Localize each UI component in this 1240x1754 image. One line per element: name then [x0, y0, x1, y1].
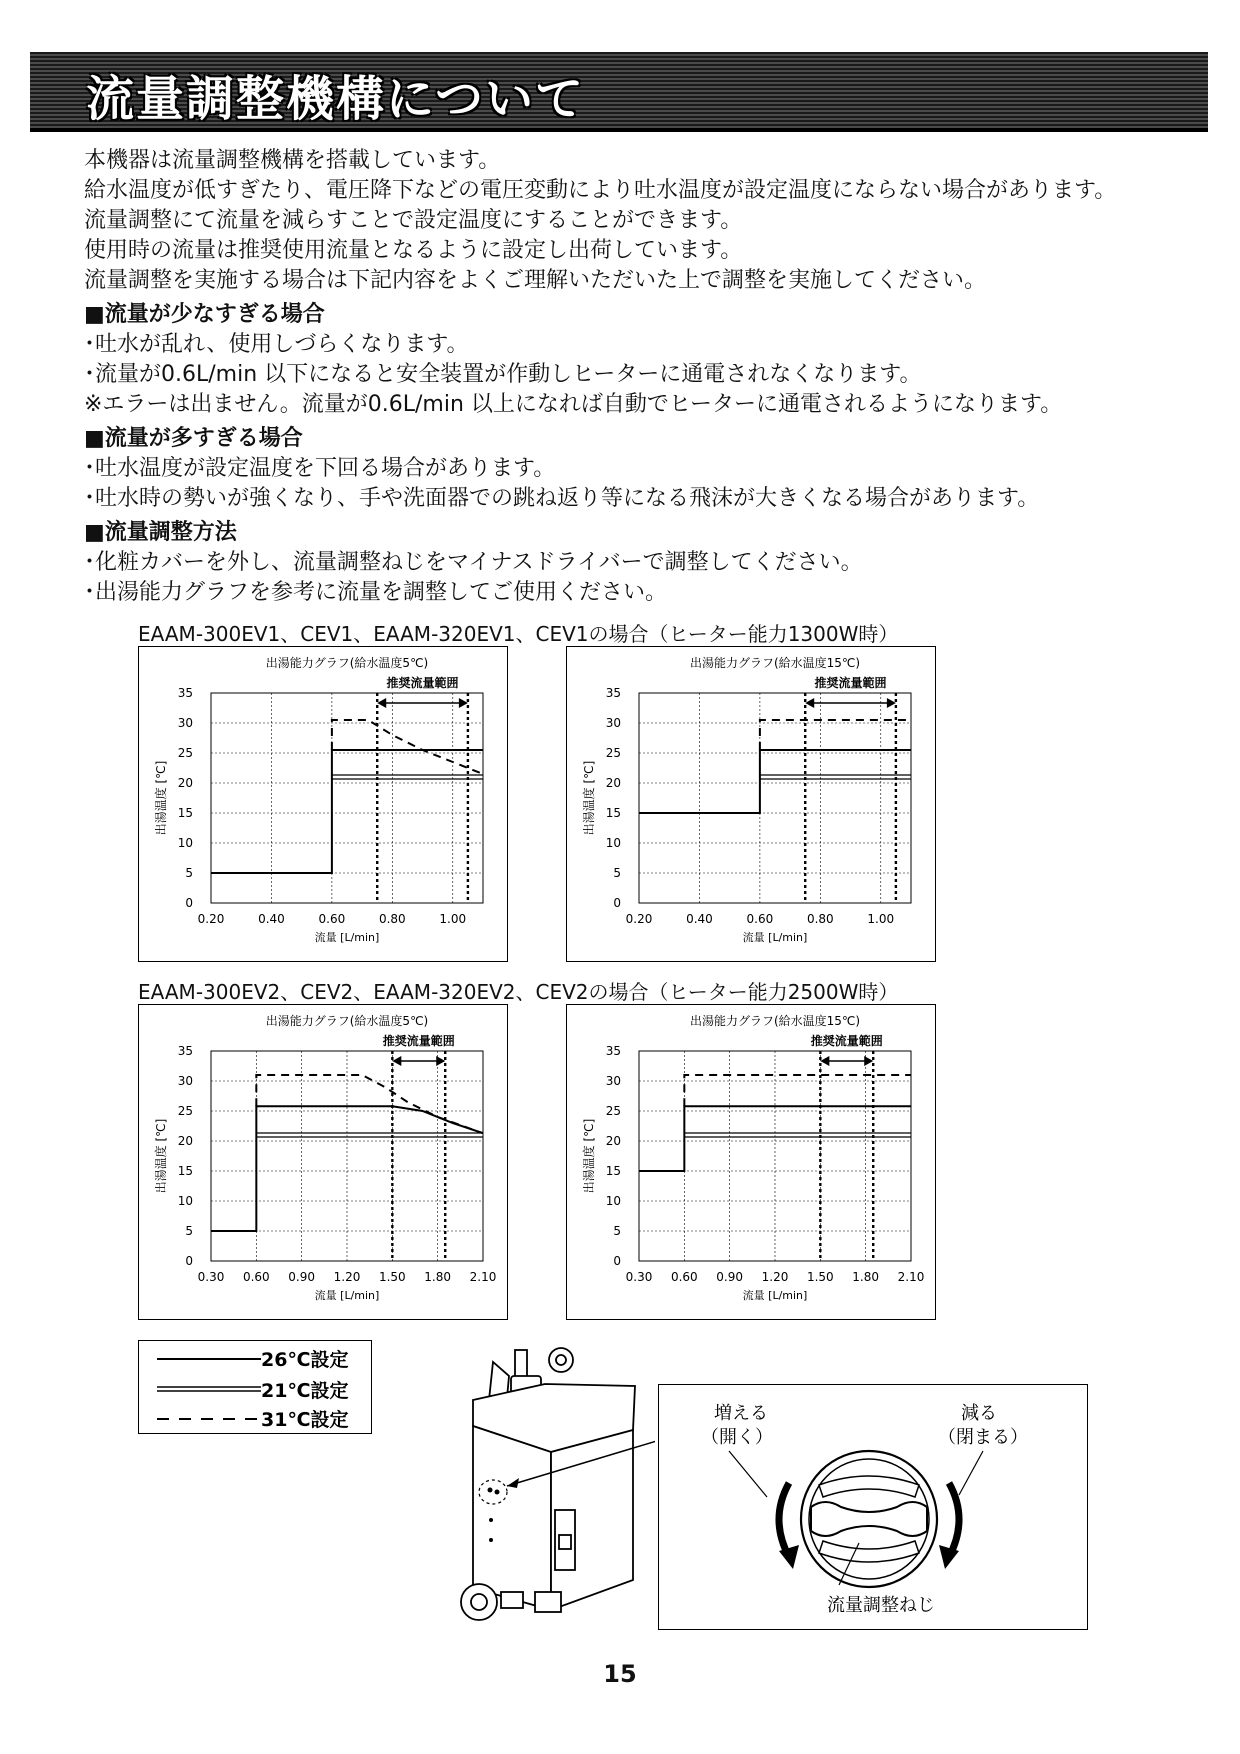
x-tick-label: 1.50 — [806, 1270, 834, 1284]
series-line-31c — [332, 720, 483, 774]
x-tick-label: 0.30 — [197, 1270, 225, 1284]
recommended-range-arrowhead — [864, 1056, 873, 1066]
y-tick-label: 20 — [177, 776, 193, 790]
chart-2500w-5c — [138, 1004, 508, 1320]
intro-line: 流量調整を実施する場合は下記内容をよくご理解いただいた上で調整を実施してください。 — [84, 268, 987, 293]
y-tick-label: 35 — [605, 686, 621, 700]
x-tick-label: 1.00 — [867, 912, 895, 926]
x-tick-label: 0.80 — [378, 912, 406, 926]
series-line-31c — [256, 1075, 483, 1133]
y-tick-label: 20 — [177, 1134, 193, 1148]
y-tick-label: 10 — [605, 836, 621, 850]
chart-2500w-15c — [566, 1004, 936, 1320]
y-tick-label: 20 — [605, 1134, 621, 1148]
recommended-range-arrowhead — [377, 698, 386, 708]
model-heading-2500w: EAAM-300EV2、CEV2、EAAM-320EV2、CEV2の場合（ヒーター能力2500W時） — [138, 980, 899, 1004]
recommended-range-arrowhead — [459, 698, 468, 708]
section-line: ･吐水が乱れ、使用しづらくなります。 — [84, 332, 469, 357]
y-tick-label: 5 — [185, 1224, 193, 1238]
x-tick-label: 1.80 — [424, 1270, 452, 1284]
x-tick-label: 1.20 — [761, 1270, 789, 1284]
series-line-31c — [760, 720, 911, 750]
recommended-range-label: 推奨流量範囲 — [814, 676, 887, 690]
plot-area — [211, 693, 483, 903]
series-line-26c — [639, 750, 911, 813]
x-tick-label: 0.90 — [716, 1270, 744, 1284]
y-tick-label: 0 — [613, 896, 621, 910]
chart-1300w-5c — [138, 646, 508, 962]
flow-screw-label: 流量調整ねじ — [827, 1595, 935, 1616]
y-tick-label: 0 — [185, 896, 193, 910]
y-tick-label: 30 — [605, 1074, 621, 1088]
section-heading: ■流量が少なすぎる場合 — [84, 302, 325, 327]
intro-line: 使用時の流量は推奨使用流量となるように設定し出荷しています。 — [84, 238, 743, 263]
chart-title: 出湯能力グラフ(給水温度15℃) — [689, 656, 861, 670]
x-tick-label: 2.10 — [469, 1270, 497, 1284]
x-tick-label: 0.30 — [625, 1270, 653, 1284]
chart-1300w-15c — [566, 646, 936, 962]
x-tick-label: 1.50 — [378, 1270, 406, 1284]
legend-21c: 21℃設定 — [261, 1380, 349, 1402]
x-axis-label: 流量 [L/min] — [742, 931, 808, 944]
title-banner — [30, 52, 1208, 132]
intro-line: 流量調整にて流量を減らすことで設定温度にすることができます。 — [84, 208, 743, 233]
legend-31c: 31℃設定 — [261, 1409, 349, 1431]
section-line: ･吐水時の勢いが強くなり、手や洗面器での跳ね返り等になる飛沫が大きくなる場合があります。 — [84, 486, 1040, 511]
x-axis-label: 流量 [L/min] — [314, 1289, 380, 1302]
x-tick-label: 0.20 — [197, 912, 225, 926]
chart-title: 出湯能力グラフ(給水温度15℃) — [689, 1014, 861, 1028]
x-tick-label: 0.20 — [625, 912, 653, 926]
x-tick-label: 0.40 — [686, 912, 713, 926]
recommended-range-arrowhead — [805, 698, 814, 708]
section-line: ※エラーは出ません。流量が0.6L/min 以上になれば自動でヒーターに通電されるようになります。 — [84, 392, 1063, 417]
y-tick-label: 30 — [177, 716, 193, 730]
chart-legend — [138, 1340, 372, 1434]
x-tick-label: 1.80 — [852, 1270, 880, 1284]
y-tick-label: 25 — [177, 746, 193, 760]
increase-sub-label: （開く） — [701, 1427, 773, 1448]
chart-title: 出湯能力グラフ(給水温度5℃) — [265, 1014, 429, 1028]
y-axis-label: 出湯温度 [℃] — [154, 760, 168, 836]
y-tick-label: 35 — [605, 1044, 621, 1058]
y-axis-label: 出湯温度 [℃] — [582, 760, 596, 836]
y-tick-label: 0 — [613, 1254, 621, 1268]
x-tick-label: 0.60 — [242, 1270, 270, 1284]
intro-line: 給水温度が低すぎたり、電圧降下などの電圧変動により吐水温度が設定温度にならない場合があります。 — [84, 178, 1117, 203]
y-tick-label: 35 — [177, 1044, 193, 1058]
intro-line: 本機器は流量調整機構を搭載しています。 — [84, 148, 501, 173]
recommended-range-label: 推奨流量範囲 — [386, 676, 459, 690]
chart-title: 出湯能力グラフ(給水温度5℃) — [265, 656, 429, 670]
y-axis-label: 出湯温度 [℃] — [582, 1118, 596, 1194]
page-title: 流量調整機構について — [86, 71, 586, 127]
recommended-range-arrowhead — [392, 1056, 401, 1066]
flow-screw-callout — [658, 1384, 1088, 1630]
x-tick-label: 0.80 — [806, 912, 834, 926]
x-axis-label: 流量 [L/min] — [742, 1289, 808, 1302]
section-line: ･出湯能力グラフを参考に流量を調整してご使用ください。 — [84, 580, 668, 605]
turn-left-arrow-icon — [779, 1483, 799, 1569]
x-tick-label: 0.60 — [746, 912, 774, 926]
section-heading: ■流量が多すぎる場合 — [84, 426, 303, 451]
y-tick-label: 20 — [605, 776, 621, 790]
model-heading-1300w: EAAM-300EV1、CEV1、EAAM-320EV1、CEV1の場合（ヒーター能力1300W時） — [138, 622, 899, 646]
x-tick-label: 1.00 — [439, 912, 467, 926]
y-tick-label: 10 — [177, 1194, 193, 1208]
x-tick-label: 0.60 — [670, 1270, 698, 1284]
page-number: 15 — [603, 1660, 637, 1688]
section-heading: ■流量調整方法 — [84, 520, 237, 545]
y-tick-label: 10 — [605, 1194, 621, 1208]
recommended-range-label: 推奨流量範囲 — [810, 1034, 883, 1048]
recommended-range-arrowhead — [820, 1056, 829, 1066]
x-axis-label: 流量 [L/min] — [314, 931, 380, 944]
y-tick-label: 15 — [177, 1164, 193, 1178]
series-line-26c — [211, 750, 483, 873]
x-tick-label: 0.40 — [258, 912, 285, 926]
y-tick-label: 0 — [185, 1254, 193, 1268]
y-axis-label: 出湯温度 [℃] — [154, 1118, 168, 1194]
recommended-range-arrowhead — [887, 698, 896, 708]
x-tick-label: 0.60 — [318, 912, 346, 926]
y-tick-label: 10 — [177, 836, 193, 850]
y-tick-label: 30 — [605, 716, 621, 730]
y-tick-label: 25 — [605, 1104, 621, 1118]
decrease-sub-label: （閉まる） — [938, 1427, 1028, 1448]
section-line: ･吐水温度が設定温度を下回る場合があります。 — [84, 456, 556, 481]
plot-area — [639, 693, 911, 903]
flow-screw-icon — [801, 1451, 937, 1587]
y-tick-label: 35 — [177, 686, 193, 700]
y-tick-label: 25 — [177, 1104, 193, 1118]
y-tick-label: 25 — [605, 746, 621, 760]
y-tick-label: 15 — [605, 806, 621, 820]
y-tick-label: 15 — [177, 806, 193, 820]
turn-right-arrow-icon — [939, 1483, 959, 1569]
y-tick-label: 15 — [605, 1164, 621, 1178]
water-heater-illustration — [455, 1340, 655, 1634]
y-tick-label: 5 — [185, 866, 193, 880]
recommended-range-arrowhead — [436, 1056, 445, 1066]
body-text — [84, 146, 1204, 608]
y-tick-label: 5 — [613, 866, 621, 880]
legend-26c: 26℃設定 — [261, 1349, 349, 1371]
y-tick-label: 30 — [177, 1074, 193, 1088]
recommended-range-label: 推奨流量範囲 — [382, 1034, 455, 1048]
x-tick-label: 1.20 — [333, 1270, 361, 1284]
section-line: ･化粧カバーを外し、流量調整ねじをマイナスドライバーで調整してください。 — [84, 550, 863, 575]
y-tick-label: 5 — [613, 1224, 621, 1238]
x-tick-label: 2.10 — [897, 1270, 925, 1284]
increase-label: 増える — [714, 1403, 768, 1424]
section-line: ･流量が0.6L/min 以下になると安全装置が作動しヒーターに通電されなくなります。 — [84, 362, 922, 387]
decrease-label: 減る — [961, 1403, 997, 1424]
series-line-31c — [684, 1075, 911, 1106]
x-tick-label: 0.90 — [288, 1270, 316, 1284]
